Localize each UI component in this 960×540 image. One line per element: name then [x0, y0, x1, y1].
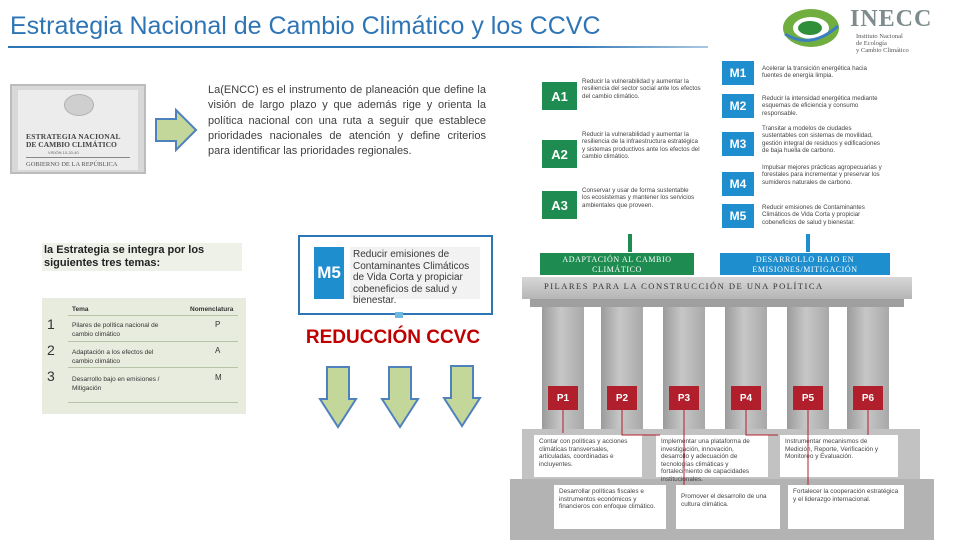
table-row-code: M — [215, 373, 222, 382]
adaptation-text: Reducir la vulnerabilidad y aumentar la resiliencia de la infraestructura estratégica y sistemas productivos ante los efectos del cambio climático. — [582, 131, 700, 161]
adaptation-text: Reducir la vulnerabilidad y aumentar la resiliencia del sector social ante los efectos del cambio climático. — [582, 78, 701, 100]
mitigation-badge: M2 — [722, 94, 754, 118]
adaptation-text: Conservar y usar de forma sustentable los ecosistemas y mantener los servicios ambientales que proveen. — [582, 187, 695, 209]
mitigation-text: Reducir la intensidad energética mediante esquemas de eficiencia y consumo responsable. — [762, 95, 878, 117]
table-row-code: P — [215, 320, 221, 329]
climate-policy-infographic — [500, 55, 960, 540]
strategy-description: La(ENCC) es el instrumento de planeación que define la visión de largo plazo y que además rige y orienta la política nacional con una ruta a seguir que establece prioridades nacionales de atención y define criterios para identificar las prioridades regionales. — [208, 84, 486, 158]
mitigation-connector — [806, 234, 810, 252]
pillar-note: Instrumentar mecanismos de Medición, Reporte, Verificación y Monitoreo y Evaluación. — [780, 435, 898, 477]
adaptation-badge: A1 — [542, 82, 577, 110]
adaptation-badge: A3 — [542, 191, 577, 219]
pillar-connectors — [500, 405, 960, 495]
down-arrow-icon — [318, 365, 358, 429]
table-row-code: A — [215, 346, 221, 355]
down-arrow-icon — [380, 365, 420, 429]
reduccion-ccvc-label: REDUCCIÓN CCVC — [305, 327, 481, 348]
column-header-tema: Tema — [72, 306, 89, 313]
adaptation-connector — [628, 234, 632, 252]
pillar-badge: P1 — [548, 386, 578, 410]
pillar-badge: P5 — [793, 386, 823, 410]
m5-text: Reducir emisiones de Contaminantes Climáticos de Vida Corta y propiciar cobeneficios de salud y bienestar. — [350, 247, 480, 299]
right-arrow-icon — [154, 108, 198, 152]
cover-government: GOBIERNO DE LA REPÚBLICA — [26, 161, 118, 168]
logo-subtitle-line: Instituto Nacional — [856, 33, 903, 40]
page-title: Estrategia Nacional de Cambio Climático y los CCVC — [10, 12, 601, 40]
themes-table — [42, 298, 246, 414]
m5-highlight-box — [298, 235, 493, 315]
table-divider — [68, 341, 238, 342]
mitigation-text: Reducir emisiones de Contaminantes Climáticos de Vida Corta y propiciar cobeneficios de salud y bienestar. — [762, 204, 865, 226]
mitigation-banner: DESARROLLO BAJO EN EMISIONES/MITIGACIÓN — [720, 253, 890, 275]
cover-rule — [26, 157, 130, 158]
logo-name: INECC — [850, 6, 933, 32]
pillar-badge: P6 — [853, 386, 883, 410]
cover-title-line: DE CAMBIO CLIMÁTICO — [26, 140, 117, 149]
table-row-number: 3 — [47, 368, 55, 384]
mitigation-badge: M3 — [722, 132, 754, 156]
adaptation-banner: ADAPTACIÓN AL CAMBIO CLIMÁTICO — [540, 253, 694, 275]
pillar-note: Desarrollar políticas fiscales e instrumentos económicos y financieros con enfoque climático. — [554, 485, 666, 529]
pillars-title: PILARES PARA LA CONSTRUCCIÓN DE UNA POLÍTICA — [544, 281, 824, 291]
mitigation-text: Acelerar la transición energética hacia fuentes de energía limpia. — [762, 65, 867, 80]
logo-subtitle-line: y Cambio Climático — [856, 47, 909, 54]
mitigation-badge: M1 — [722, 61, 754, 85]
adaptation-badge: A2 — [542, 140, 577, 168]
mitigation-badge: M4 — [722, 172, 754, 196]
cover-vision: VISIÓN 10-20-40 — [48, 150, 79, 155]
inecc-logo-icon — [780, 6, 842, 50]
table-divider — [68, 402, 238, 403]
mitigation-text: Impulsar mejores prácticas agropecuarias y forestales para incrementar y preservar los sumideros naturales de carbono. — [762, 164, 882, 186]
cover-page — [18, 90, 138, 170]
table-row-tema: Desarrollo bajo en emisiones / Mitigación — [72, 376, 160, 392]
pillar-badge: P3 — [669, 386, 699, 410]
strategy-cover-image — [10, 84, 146, 174]
table-row-number: 2 — [47, 342, 55, 358]
pillar-note: Fortalecer la cooperación estratégica y el liderazgo internacional. — [788, 485, 904, 529]
m5-badge: M5 — [314, 247, 344, 299]
pillars-beam — [530, 299, 904, 307]
logo-subtitle-line: de Ecología — [856, 40, 887, 47]
table-divider — [68, 367, 238, 368]
table-divider — [68, 315, 238, 316]
pillar-badge: P2 — [607, 386, 637, 410]
table-row-tema: Adaptación a los efectos del cambio climático — [72, 349, 154, 365]
column-header-nomenclatura: Nomenclatura — [190, 306, 234, 313]
table-row-number: 1 — [47, 316, 55, 332]
m5-connector — [395, 312, 403, 318]
cover-title-line: ESTRATEGIA NACIONAL — [26, 132, 121, 141]
mitigation-text: Transitar a modelos de ciudades sustentables con sistemas de movilidad, gestión integral de residuos y edificaciones de baja huella de carbono. — [762, 125, 880, 155]
down-arrow-icon — [442, 364, 482, 428]
title-underline — [8, 46, 708, 48]
pillar-note: Promover el desarrollo de una cultura climática. — [676, 485, 780, 529]
logo-subtitle — [856, 33, 909, 54]
summary-heading: la Estrategia se integra por los siguientes tres temas: — [42, 243, 242, 271]
pillar-note: Implementar una plataforma de investigación, innovación, desarrollo y adecuación de tecnologías climáticas y fortalecimiento de capacidades institucionales. — [656, 435, 768, 477]
mexican-seal-icon — [64, 94, 94, 116]
pillar-note: Contar con políticas y acciones climáticas transversales, articuladas, coordinadas e incluyentes. — [534, 435, 642, 477]
mitigation-badge: M5 — [722, 204, 754, 228]
table-row-tema: Pilares de política nacional de cambio climático — [72, 322, 159, 338]
pillar-badge: P4 — [731, 386, 761, 410]
